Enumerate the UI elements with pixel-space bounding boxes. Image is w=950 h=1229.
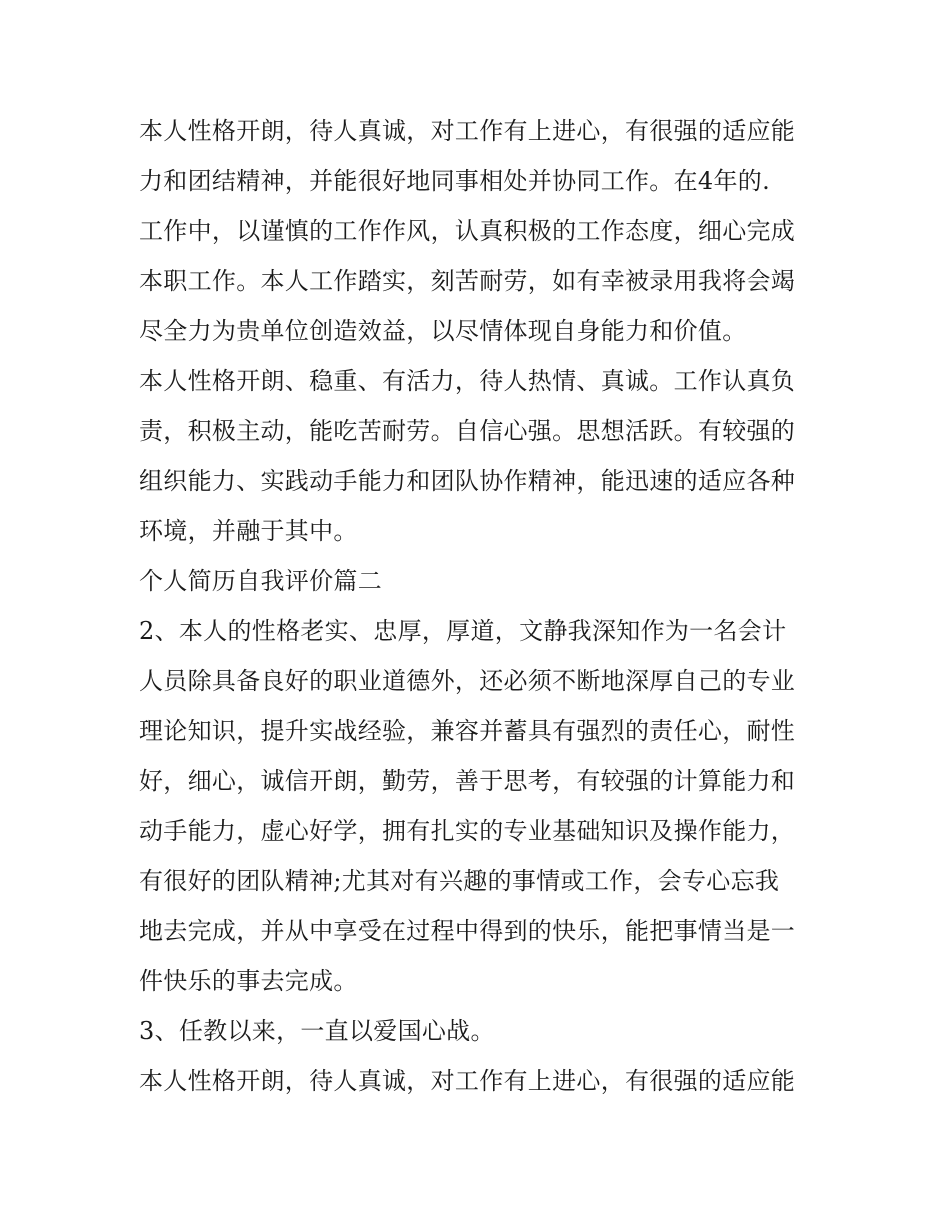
- section-heading: 个人简历自我评价篇二: [139, 567, 382, 595]
- text-line-15: 动手能力，虚心好学，拥有扎实的专业基础知识及操作能力，: [139, 817, 796, 845]
- text-line-6: 本人性格开朗、稳重、有活力，待人热情、真诚。工作认真负: [139, 367, 796, 395]
- text-line-1: 本人性格开朗，待人真诚，对工作有上进心，有很强的适应能: [139, 117, 796, 145]
- text-line-12: 人员除具备良好的职业道德外，还必须不断地深厚自己的专业: [139, 667, 796, 695]
- text-line-7: 责，积极主动，能吃苦耐劳。自信心强。思想活跃。有较强的: [139, 417, 796, 445]
- text-line-2: 力和团结精神，并能很好地同事相处并协同工作。在4年的.: [139, 167, 770, 195]
- text-line-8: 组织能力、实践动手能力和团队协作精神，能迅速的适应各种: [139, 467, 796, 495]
- text-line-5: 尽全力为贵单位创造效益，以尽情体现自身能力和价值。: [139, 317, 747, 345]
- text-line-11: 2、本人的性格老实、忠厚，厚道，文静我深知作为一名会计: [139, 617, 787, 645]
- text-line-19: 3、任教以来，一直以爱国心战。: [139, 1017, 495, 1045]
- text-line-9: 环境，并融于其中。: [139, 517, 358, 545]
- text-line-17: 地去完成，并从中享受在过程中得到的快乐，能把事情当是一: [139, 917, 796, 945]
- text-line-3: 工作中，以谨慎的工作作风，认真积极的工作态度，细心完成: [139, 217, 796, 245]
- text-line-4: 本职工作。本人工作踏实，刻苦耐劳，如有幸被录用我将会竭: [139, 267, 796, 295]
- text-line-13: 理论知识，提升实战经验，兼容并蓄具有强烈的责任心，耐性: [139, 717, 796, 745]
- document-body: [139, 106, 819, 1106]
- text-line-20: 本人性格开朗，待人真诚，对工作有上进心，有很强的适应能: [139, 1067, 796, 1095]
- text-line-14: 好，细心，诚信开朗，勤劳，善于思考，有较强的计算能力和: [139, 767, 796, 795]
- text-line-16: 有很好的团队精神;尤其对有兴趣的事情或工作，会专心忘我: [139, 867, 780, 895]
- text-line-18: 件快乐的事去完成。: [139, 967, 358, 995]
